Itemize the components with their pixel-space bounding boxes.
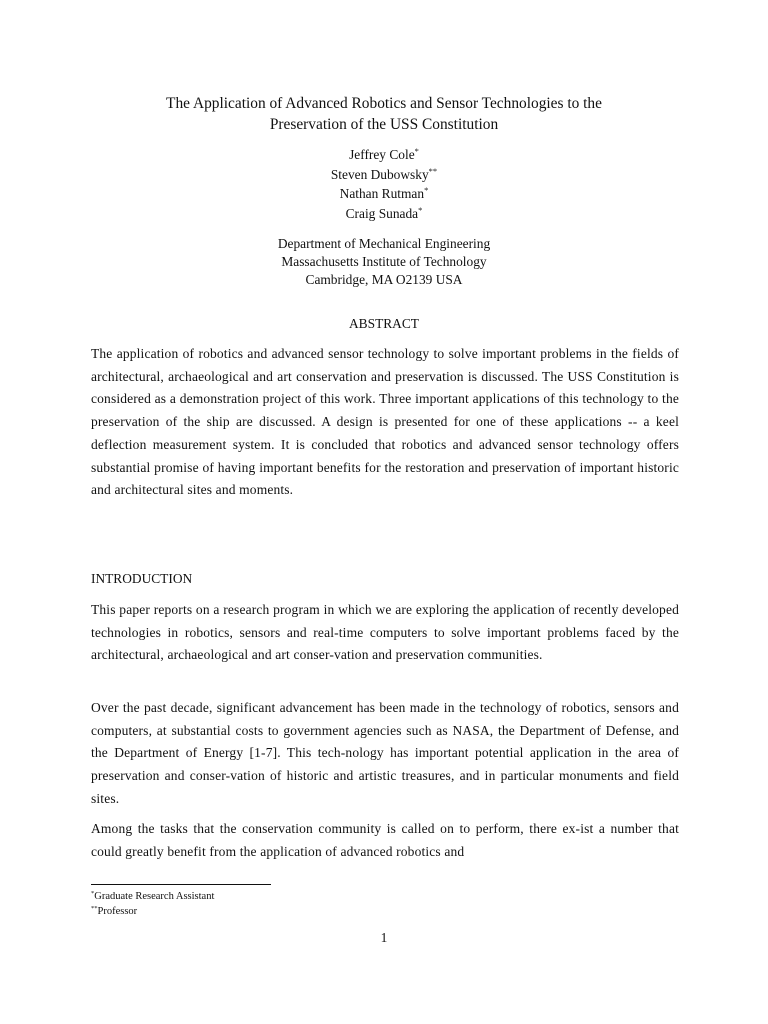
intro-paragraph-2: Over the past decade, significant advancement has been made in the technology of robotics, sensors and computers, at substantial costs to government agencies such as NASA, the Department of Defense, and the Department of Energy [1-7]. This tech-nology has important potential application in the area of preservation and conser-vation of historic and artistic treasures, and in particular monuments and field sites. <box>91 700 679 806</box>
author-mark: * <box>414 146 419 156</box>
introduction-heading: INTRODUCTION <box>91 571 193 586</box>
footnote-mark: * <box>91 890 95 897</box>
title-line-2: Preservation of the USS Constitution <box>269 116 499 133</box>
title-line-1: The Application of Advanced Robotics and Sensor Technologies to the <box>166 95 602 112</box>
abstract-heading: ABSTRACT <box>349 316 419 331</box>
author-mark: * <box>418 204 423 215</box>
author-name: Craig Sunada* <box>345 204 423 221</box>
author-name: Nathan Rutman* <box>339 185 429 201</box>
author-mark: ** <box>428 165 438 176</box>
intro-paragraph-3: Among the tasks that the conservation community is called on to perform, there ex-ist a number that could greatly benefit from the application of advanced robotics and <box>91 821 679 859</box>
page-number: 1 <box>380 930 388 945</box>
paper-title <box>60 93 708 135</box>
abstract-text: The application of robotics and advanced sensor technology to solve important problems in the fields of architectural, archaeological and art conservation and preservation is discussed. The USS Constitution is considered as a demonstration project of this work. Three important applications of this technology to the preservation of the ship are discussed. A design is presented for one of these applications -- a keel deflection measurement system. It is concluded that robotics and advanced sensor technology offers substantial promise of having important benefits for the restoration and preservation of important historic and architectural sites and moments. <box>91 346 679 498</box>
affiliation-department: Department of Mechanical Engineering <box>277 236 491 251</box>
affiliation-institution: Massachusetts Institute of Technology <box>281 254 487 270</box>
footnote-mark: ** <box>91 905 98 912</box>
footnote-2: **Professor <box>91 905 138 917</box>
affiliation <box>0 235 768 290</box>
footnote-1: *Graduate Research Assistant <box>91 890 215 902</box>
affiliation-address: Cambridge, MA O2139 USA <box>305 272 463 288</box>
author-list <box>0 145 768 223</box>
author-name: Jeffrey Cole* <box>349 146 419 162</box>
intro-paragraph-1: This paper reports on a research program in which we are exploring the application of recently developed technologies in robotics, sensors and real-time computers to solve important problems faced by the architectural, archaeological and art conser-vation and preservation communities. <box>91 602 679 663</box>
author-name: Steven Dubowsky** <box>330 165 438 182</box>
author-mark: * <box>424 185 429 195</box>
footnote-rule <box>91 884 271 885</box>
